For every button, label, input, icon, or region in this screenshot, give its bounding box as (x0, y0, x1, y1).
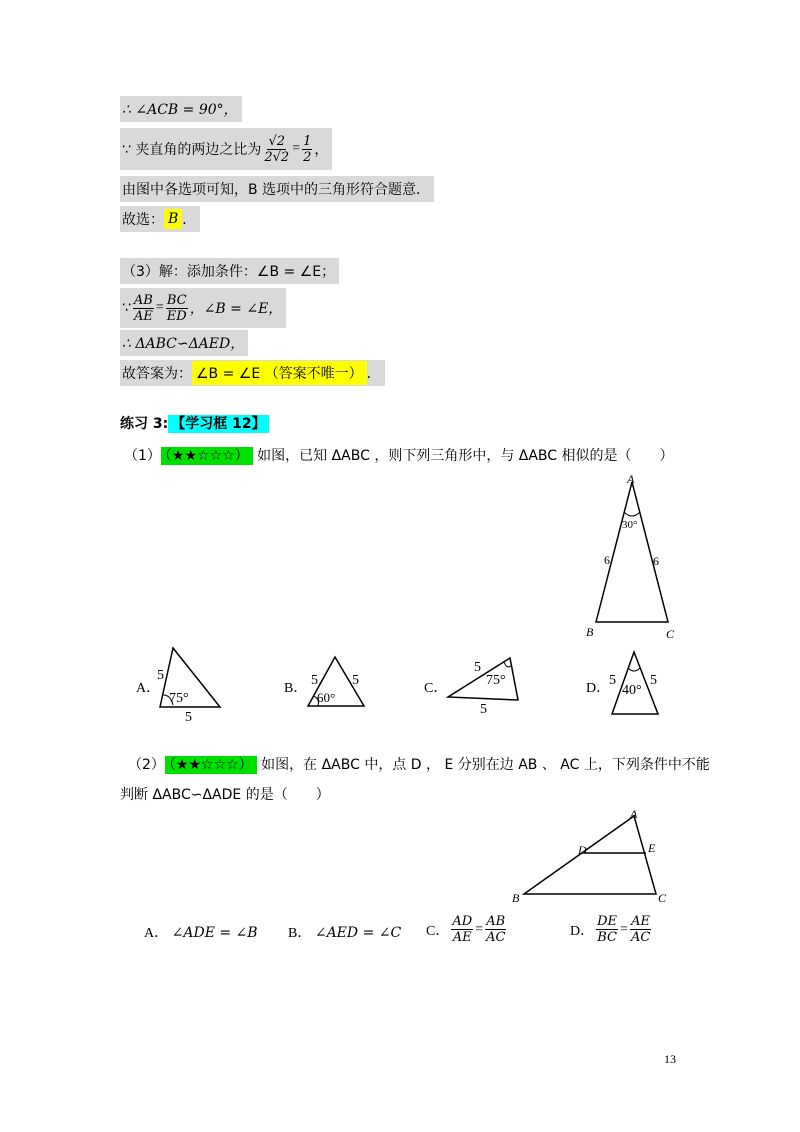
svg-text:5: 5 (474, 660, 481, 675)
svg-text:5: 5 (311, 673, 318, 688)
option-b-label[interactable]: B． (284, 681, 308, 696)
option-a-triangle[interactable] (155, 645, 230, 723)
option-b[interactable]: B． ∠AED = ∠C (288, 925, 402, 941)
option-c[interactable]: C． $\frac{AD}{AE}$ = $\frac{AB}{AC}$ (426, 914, 506, 945)
svg-text:5: 5 (609, 673, 616, 688)
question-2-cont: 判断 ΔABC∽ΔADE 的是（ ） (120, 787, 330, 803)
part3-line-3: ∴ ΔABC∽ΔAED， (120, 330, 248, 356)
svg-text:5: 5 (185, 710, 192, 723)
exercise-heading: 练习 3: 【学习框 12】 (120, 413, 269, 433)
question-1: （1） （★★☆☆☆） 如图，已知 ΔABC ，则下列三角形中，与 ΔABC 相似的是（ ） (124, 448, 674, 464)
vertex-a-label: A (627, 472, 635, 486)
answer-highlight: ∠B = ∠E （答案不唯一） (192, 361, 367, 385)
question-2: （2） （★★☆☆☆） 如图，在 ΔABC 中，点 D ， E 分别在边 AB 、 AC 上，下列条件中不能 (128, 757, 710, 773)
vertex-c-label: C (658, 891, 667, 905)
part3-line-4: 故答案为： ∠B = ∠E （答案不唯一） ． (120, 360, 385, 386)
option-d[interactable]: D． $\frac{DE}{BC}$ = $\frac{AE}{AC}$ (570, 914, 651, 945)
option-b-triangle[interactable] (302, 652, 374, 712)
fraction-bc-ed: $\frac{BC}{ED}$ (166, 292, 187, 324)
svg-text:60°: 60° (317, 690, 336, 705)
vertex-b-label: B (586, 625, 594, 639)
fraction-half: $\frac{1}{2}$ (303, 133, 312, 165)
svg-text:5: 5 (650, 673, 657, 688)
solution-line-4: 故选： B ． (120, 206, 200, 232)
difficulty-stars: （★★☆☆☆） (165, 756, 257, 774)
svg-text:5: 5 (480, 702, 487, 715)
option-d-label[interactable]: D． (586, 681, 611, 696)
option-a[interactable]: A． ∠ADE = ∠B (144, 925, 258, 941)
option-c-triangle[interactable] (444, 650, 526, 715)
svg-text:5: 5 (352, 673, 359, 688)
side-label: 6 (604, 553, 610, 567)
side-label: 6 (653, 554, 659, 568)
part3-line-1: （3）解：添加条件：∠B = ∠E； (120, 258, 339, 284)
option-a-label[interactable]: A． (136, 681, 161, 696)
svg-text:40°: 40° (622, 683, 642, 698)
fraction-ab-ae: $\frac{AB}{AE}$ (133, 292, 153, 324)
answer-highlight: B (164, 209, 182, 229)
solution-line-1: ∴ ∠ACB = 90°， (120, 96, 242, 122)
vertex-c-label: C (666, 627, 675, 641)
triangle-ade-figure (508, 806, 678, 906)
option-d-triangle[interactable] (606, 648, 666, 718)
point-d-label: D (578, 843, 587, 857)
option-c-label[interactable]: C． (424, 681, 448, 696)
difficulty-stars: （★★☆☆☆） (161, 447, 253, 465)
solution-line-2: ∵ 夹直角的两边之比为 $\frac{√2}{2√2}$ = $\frac{1}{2}$ ， (120, 128, 332, 170)
part3-line-2: ∵ $\frac{AB}{AE}$ = $\frac{BC}{ED}$ ，∠B = ∠E， (120, 288, 286, 328)
page-number: 13 (664, 1052, 676, 1066)
study-box-tag: 【学习框 12】 (168, 415, 268, 433)
triangle-abc-figure (580, 470, 690, 645)
svg-text:75°: 75° (169, 691, 189, 706)
point-e-label: E (648, 841, 656, 855)
svg-text:75°: 75° (486, 673, 506, 688)
vertex-a-label: A (630, 807, 638, 821)
solution-line-3: 由图中各选项可知，B 选项中的三角形符合题意． (120, 176, 434, 202)
fraction-sqrt: $\frac{√2}{2√2}$ (264, 133, 290, 165)
vertex-b-label: B (512, 891, 520, 905)
svg-text:5: 5 (157, 668, 164, 683)
angle-label: 30° (622, 519, 638, 531)
